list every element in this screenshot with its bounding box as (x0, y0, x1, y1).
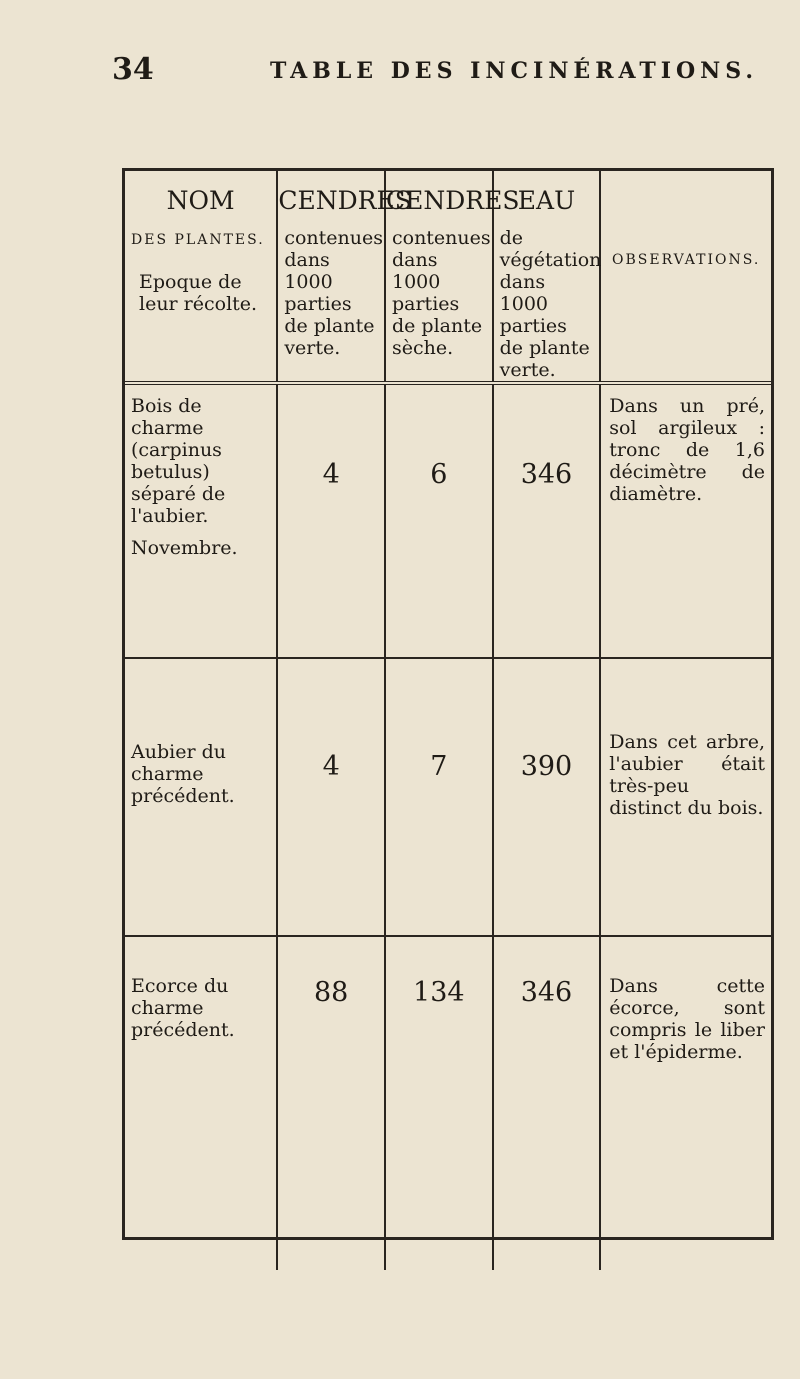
header-name-title: NOM (166, 186, 235, 215)
header-ash-dry-title: CENDRES (385, 186, 520, 215)
plant-name: Aubier du charme précédent. (131, 741, 235, 807)
header-water-title: EAU (517, 186, 576, 215)
ash-green-value: 4 (322, 459, 340, 490)
ash-dry-value: 134 (413, 977, 465, 1008)
ash-green-value: 88 (313, 977, 349, 1008)
name-cell (125, 936, 277, 1270)
ash-dry-cell (385, 658, 493, 936)
ash-green-cell (277, 936, 385, 1270)
header-observations (600, 171, 771, 383)
water-value: 390 (520, 751, 573, 782)
running-head: TABLE DES INCINÉRATIONS. (270, 58, 759, 84)
name-cell (125, 658, 277, 936)
observation-text: Dans cette écorce, sont compris le liber et l'épiderme. (609, 975, 765, 1063)
name-cell (125, 383, 277, 658)
plant-name: Ecorce du charme précédent. (131, 975, 235, 1041)
water-value: 346 (520, 459, 573, 490)
observation-cell (600, 658, 771, 936)
header-ash-dry-sub: contenues dans 1000 parties de plante sèche. (391, 227, 491, 359)
header-name (125, 171, 277, 383)
water-value: 346 (520, 977, 573, 1008)
header-ash-green-sub: contenues dans 1000 parties de plante verte. (284, 227, 383, 359)
table-row (125, 936, 771, 1270)
header-ash-dry (385, 171, 520, 383)
plant-name: Bois de charme (carpinus betulus) séparé de l'aubier. (131, 395, 226, 527)
incineration-table (122, 168, 774, 1240)
water-cell (493, 936, 601, 1270)
ash-dry-cell (385, 936, 493, 1270)
ash-dry-value: 6 (430, 459, 448, 490)
header-observations-title: OBSERVATIONS. (612, 252, 761, 268)
water-cell (493, 383, 601, 658)
header-water-sub: de végétation dans 1000 parties de plante verte. (499, 227, 602, 381)
header-water (493, 171, 601, 383)
table-row (125, 658, 771, 936)
water-cell (493, 658, 601, 936)
header-name-period: Epoque de leur récolte. (139, 271, 258, 315)
observation-text: Dans un pré, sol argileux : tronc de 1,6 décimètre de diamètre. (609, 395, 765, 505)
header-ash-green (277, 171, 412, 383)
ash-green-value: 4 (322, 751, 340, 782)
observation-cell (600, 383, 771, 658)
ash-dry-cell (385, 383, 493, 658)
harvest-period: Novembre. (131, 537, 238, 559)
ash-green-cell (277, 383, 385, 658)
observation-cell (600, 936, 771, 1270)
ash-dry-value: 7 (430, 751, 448, 782)
header-ash-green-title: CENDRES (278, 186, 412, 215)
observation-text: Dans cet arbre, l'aubier était très-peu distinct du bois. (609, 731, 765, 819)
ash-green-cell (277, 658, 385, 936)
table-row (125, 383, 771, 658)
header-name-sub: DES PLANTES. (131, 232, 265, 248)
page-number: 34 (112, 52, 154, 87)
